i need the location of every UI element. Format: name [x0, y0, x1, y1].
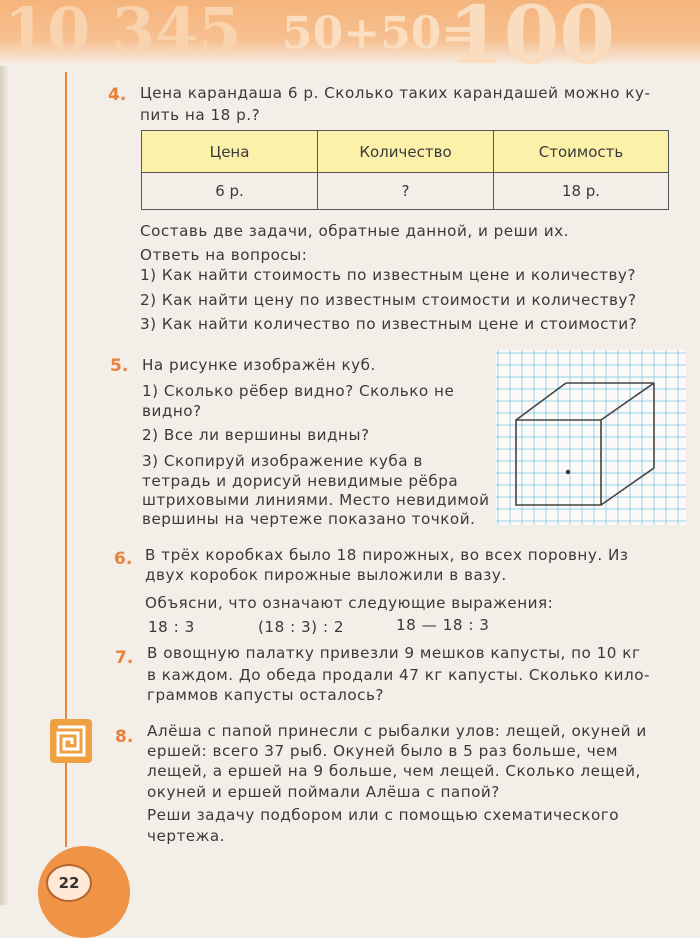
task-text: тетрадь и дорисуй невидимые рёбра: [142, 472, 459, 490]
task-text: Цена карандаша 6 р. Сколько таких карандашей можно ку-: [140, 84, 651, 102]
task-text: чертежа.: [147, 827, 225, 845]
difficulty-badge-icon: [50, 719, 92, 763]
task-text: ершей: всего 37 рыб. Окуней было в 5 раз больше, чем: [147, 742, 618, 760]
cube-diagram: [496, 350, 686, 525]
task-text: в каждом. До обеда продали 47 кг капусты. Сколько кило-: [147, 666, 650, 684]
task-text: лещей, а ершей на 9 больше, чем лещей. Сколько лещей,: [147, 762, 641, 780]
table-header-cell: Количество: [318, 131, 494, 172]
task-text: граммов капусты осталось?: [147, 686, 384, 704]
task-text: 2) Все ли вершины видны?: [142, 426, 370, 444]
table-cell: ?: [318, 173, 494, 209]
task-text: Объясни, что означают следующие выражения:: [145, 594, 554, 612]
task-text: 3) Скопируй изображение куба в: [142, 452, 423, 470]
banner-number: 100: [448, 0, 615, 66]
task-number: 6.: [114, 549, 133, 569]
grid-background: [496, 350, 686, 525]
table-header-row: [142, 131, 668, 173]
task-text: В трёх коробках было 18 пирожных, во всех поровну. Из: [145, 546, 629, 564]
hidden-vertex-dot: [566, 470, 570, 474]
page-number: 22: [46, 864, 92, 902]
spiral-icon: [50, 719, 92, 763]
expression: 18 — 18 : 3: [396, 616, 490, 634]
task-text: вершины на чертеже показано точкой.: [142, 510, 476, 528]
banner-number: 50+50=: [282, 8, 479, 59]
task-text: 2) Как найти цену по известным стоимости и количеству?: [140, 291, 637, 309]
task-number: 8.: [115, 727, 134, 747]
task-text: видно?: [142, 402, 202, 420]
task-text: 1) Сколько рёбер видно? Сколько не: [142, 382, 455, 400]
banner-number: 10 345: [4, 0, 242, 66]
table-cell: 6 р.: [142, 173, 318, 209]
task-text: В овощную палатку привезли 9 мешков капусты, по 10 кг: [147, 644, 641, 662]
table-row: [142, 173, 668, 209]
expression: (18 : 3) : 2: [258, 618, 345, 636]
task-number: 7.: [115, 648, 134, 668]
task-text: 3) Как найти количество по известным цене и стоимости?: [140, 315, 638, 333]
task-text: На рисунке изображён куб.: [142, 356, 376, 374]
price-table: [141, 130, 669, 210]
task-text: штриховыми линиями. Место невидимой: [142, 491, 490, 509]
task-number: 4.: [108, 85, 127, 105]
task-text: пить на 18 р.?: [140, 106, 261, 124]
table-cell: 18 р.: [561, 182, 601, 200]
page-binding-edge: [0, 60, 8, 905]
task-text: Реши задачу подбором или с помощью схематического: [147, 806, 620, 824]
task-text: Составь две задачи, обратные данной, и реши их.: [140, 222, 569, 240]
task-number: 5.: [110, 356, 129, 376]
task-text: двух коробок пирожные выложили в вазу.: [145, 566, 507, 584]
table-header-cell: Цена: [142, 131, 318, 172]
expression: 18 : 3: [148, 618, 195, 636]
task-text: Ответь на вопросы:: [140, 246, 308, 264]
top-banner: [0, 0, 700, 66]
table-header-cell: Стоимость: [538, 142, 624, 161]
task-text: Алёша с папой принесли с рыбалки улов: лещей, окуней и: [147, 722, 647, 740]
cube-grid-svg: [496, 350, 686, 525]
task-text: 1) Как найти стоимость по известным цене и количеству?: [140, 266, 636, 284]
task-text: окуней и ершей поймали Алёша с папой?: [147, 783, 500, 801]
